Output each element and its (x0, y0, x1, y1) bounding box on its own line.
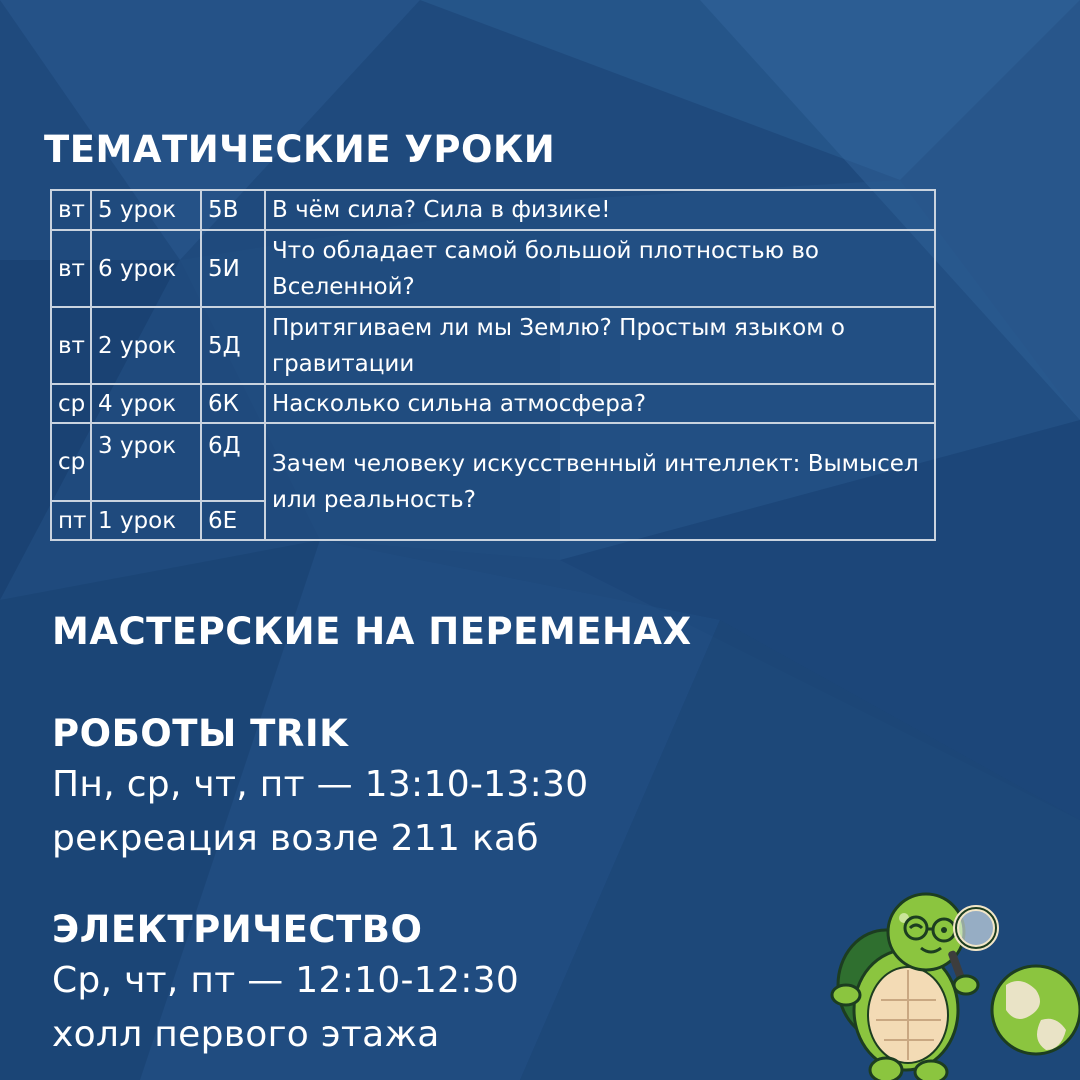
lesson-cell: 6 урок (91, 230, 201, 307)
topic-cell: Что обладает самой большой плотностью во Вселенной? (265, 230, 935, 307)
lesson-cell: 1 урок (91, 501, 201, 540)
lesson-cell: 5 урок (91, 190, 201, 230)
workshop-info (52, 758, 588, 866)
table-row (51, 190, 935, 230)
table-row (51, 384, 935, 423)
workshop-schedule: Пн, ср, чт, пт — 13:10-13:30 (52, 764, 589, 805)
workshop-schedule: Ср, чт, пт — 12:10-12:30 (52, 960, 520, 1001)
day-cell: вт (51, 230, 91, 307)
workshop-info (52, 954, 519, 1062)
topic-cell: Насколько сильна атмосфера? (265, 384, 935, 423)
class-cell: 6К (201, 384, 265, 423)
thematic-lessons-table (50, 189, 936, 541)
lesson-cell: 2 урок (91, 307, 201, 384)
workshop-location: рекреация возле 211 каб (52, 818, 539, 859)
lesson-cell: 4 урок (91, 384, 201, 423)
day-cell: вт (51, 190, 91, 230)
workshops-title: МАСТЕРСКИЕ НА ПЕРЕМЕНАХ (52, 610, 692, 653)
workshop-location: холл первого этажа (52, 1014, 440, 1055)
class-cell: 5И (201, 230, 265, 307)
topic-cell: Зачем человеку искусственный интеллект: Вымысел или реальность? (265, 423, 935, 540)
table-row (51, 230, 935, 307)
thematic-lessons-title: ТЕМАТИЧЕСКИЕ УРОКИ (44, 128, 556, 171)
workshop-name: РОБОТЫ TRIK (52, 712, 349, 755)
table-row (51, 307, 935, 384)
workshop-name: ЭЛЕКТРИЧЕСТВО (52, 908, 423, 951)
class-cell: 6Е (201, 501, 265, 540)
table-row (51, 423, 935, 501)
globe-icon (992, 966, 1080, 1054)
class-cell: 5Д (201, 307, 265, 384)
day-cell: ср (51, 384, 91, 423)
turtle-mascot-icon (826, 890, 1080, 1080)
topic-cell: В чём сила? Сила в физике! (265, 190, 935, 230)
day-cell: пт (51, 501, 91, 540)
day-cell: ср (51, 423, 91, 501)
class-cell: 5В (201, 190, 265, 230)
day-cell: вт (51, 307, 91, 384)
lesson-cell: 3 урок (91, 423, 201, 501)
topic-cell: Притягиваем ли мы Землю? Простым языком о гравитации (265, 307, 935, 384)
class-cell: 6Д (201, 423, 265, 501)
